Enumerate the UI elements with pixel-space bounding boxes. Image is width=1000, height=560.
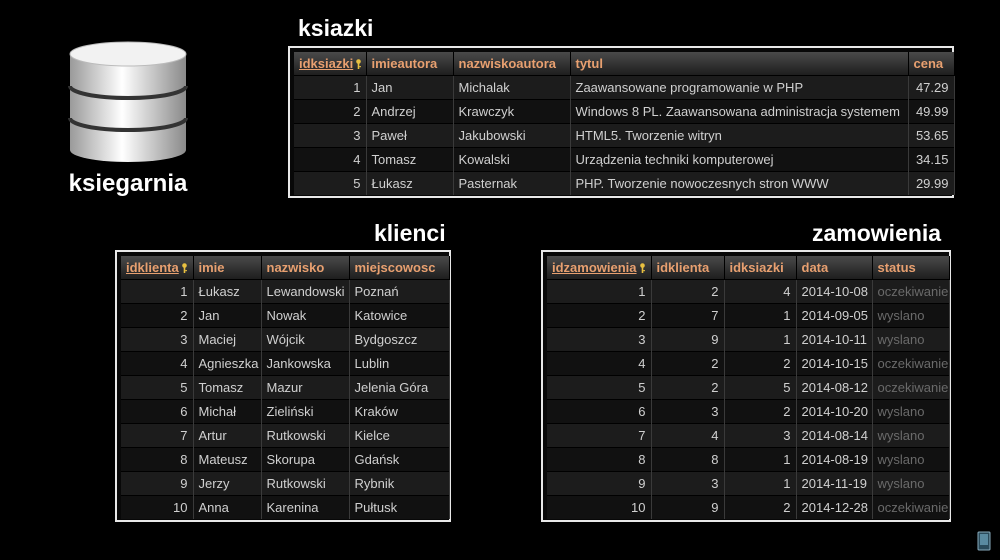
column-header-miejscowosc[interactable]: [349, 256, 449, 280]
cell-miejscowosc: Poznań: [349, 280, 449, 304]
cell-idklienta: 4: [121, 352, 193, 376]
cell-idksiazki: 4: [294, 148, 366, 172]
cell-idklienta: 1: [121, 280, 193, 304]
column-header-label: miejscowosc: [354, 260, 436, 275]
cell-imieautora: Jan: [366, 76, 453, 100]
cell-nazwiskoautora: Krawczyk: [453, 100, 570, 124]
table-klienci: [115, 250, 451, 522]
cell-imie: Anna: [193, 496, 261, 520]
cell-imie: Jerzy: [193, 472, 261, 496]
cell-imie: Jan: [193, 304, 261, 328]
cell-status: oczekiwanie: [872, 280, 949, 304]
table-row[interactable]: [547, 376, 949, 400]
table-row[interactable]: [121, 472, 449, 496]
cell-idzamowienia: 6: [547, 400, 651, 424]
table-row[interactable]: [547, 424, 949, 448]
cell-nazwisko: Jankowska: [261, 352, 349, 376]
cell-data: 2014-10-20: [796, 400, 872, 424]
column-header-label: imieautora: [371, 56, 438, 71]
cell-idksiazki: 3: [294, 124, 366, 148]
cell-data: 2014-08-12: [796, 376, 872, 400]
cell-status: wyslano: [872, 448, 949, 472]
cell-nazwisko: Mazur: [261, 376, 349, 400]
table-row[interactable]: [121, 304, 449, 328]
primary-key-icon: [181, 263, 188, 273]
cell-idklienta: 2: [651, 352, 724, 376]
cell-idklienta: 2: [121, 304, 193, 328]
cell-nazwisko: Nowak: [261, 304, 349, 328]
table-row[interactable]: [121, 448, 449, 472]
table-row[interactable]: [121, 328, 449, 352]
cell-idklienta: 7: [121, 424, 193, 448]
table-row[interactable]: [294, 148, 954, 172]
cell-nazwiskoautora: Jakubowski: [453, 124, 570, 148]
primary-key-icon: [355, 59, 362, 69]
primary-key-icon: [639, 263, 646, 273]
cell-idklienta: 4: [651, 424, 724, 448]
cell-imie: Łukasz: [193, 280, 261, 304]
cell-nazwisko: Skorupa: [261, 448, 349, 472]
column-header-cena[interactable]: [908, 52, 954, 76]
cell-imie: Tomasz: [193, 376, 261, 400]
table-row[interactable]: [547, 472, 949, 496]
table-row[interactable]: [547, 328, 949, 352]
cell-data: 2014-08-19: [796, 448, 872, 472]
cell-status: oczekiwanie: [872, 376, 949, 400]
cell-imieautora: Andrzej: [366, 100, 453, 124]
cell-idklienta: 2: [651, 280, 724, 304]
cell-nazwisko: Zieliński: [261, 400, 349, 424]
cell-data: 2014-10-08: [796, 280, 872, 304]
table-row[interactable]: [121, 352, 449, 376]
cell-idklienta: 5: [121, 376, 193, 400]
column-header-label: idklienta: [126, 260, 179, 275]
cell-idzamowienia: 5: [547, 376, 651, 400]
table-row[interactable]: [294, 172, 954, 196]
cell-idksiazki: 1: [724, 472, 796, 496]
cell-idzamowienia: 2: [547, 304, 651, 328]
table-row[interactable]: [547, 352, 949, 376]
cell-miejscowosc: Bydgoszcz: [349, 328, 449, 352]
column-header-label: data: [801, 260, 829, 275]
cell-tytul: HTML5. Tworzenie witryn: [570, 124, 908, 148]
cell-imieautora: Tomasz: [366, 148, 453, 172]
table-row[interactable]: [294, 100, 954, 124]
cell-status: wyslano: [872, 472, 949, 496]
cell-data: 2014-09-05: [796, 304, 872, 328]
cell-idksiazki: 1: [724, 448, 796, 472]
table-row[interactable]: [547, 400, 949, 424]
cell-status: wyslano: [872, 424, 949, 448]
table-row[interactable]: [121, 376, 449, 400]
column-header-label: idzamowienia: [552, 260, 637, 275]
cell-nazwiskoautora: Kowalski: [453, 148, 570, 172]
cell-idksiazki: 1: [724, 328, 796, 352]
column-header-idksiazki[interactable]: [724, 256, 796, 280]
cell-miejscowosc: Lublin: [349, 352, 449, 376]
cell-tytul: PHP. Tworzenie nowoczesnych stron WWW: [570, 172, 908, 196]
cell-data: 2014-11-19: [796, 472, 872, 496]
cell-idklienta: 3: [651, 472, 724, 496]
cell-idksiazki: 4: [724, 280, 796, 304]
column-header-imieautora[interactable]: [366, 52, 453, 76]
cell-idzamowienia: 3: [547, 328, 651, 352]
cell-status: oczekiwanie: [872, 496, 949, 520]
cell-idklienta: 3: [651, 400, 724, 424]
cell-idzamowienia: 10: [547, 496, 651, 520]
table-title-zamowienia: zamowienia: [812, 220, 942, 246]
cell-idksiazki: 2: [724, 496, 796, 520]
header-row: [294, 52, 954, 76]
cell-idklienta: 8: [651, 448, 724, 472]
cell-miejscowosc: Rybnik: [349, 472, 449, 496]
column-header-tytul[interactable]: [570, 52, 908, 76]
cell-idksiazki: 5: [294, 172, 366, 196]
cell-imie: Maciej: [193, 328, 261, 352]
cell-idksiazki: 1: [294, 76, 366, 100]
cell-idklienta: 2: [651, 376, 724, 400]
cell-idklienta: 9: [121, 472, 193, 496]
column-header-idklienta[interactable]: [121, 256, 193, 280]
cell-status: oczekiwanie: [872, 352, 949, 376]
table-row[interactable]: [547, 448, 949, 472]
cell-imie: Michał: [193, 400, 261, 424]
header-row: [547, 256, 949, 280]
cell-nazwisko: Rutkowski: [261, 424, 349, 448]
cell-nazwiskoautora: Michalak: [453, 76, 570, 100]
table-row[interactable]: [547, 496, 949, 520]
cell-idzamowienia: 8: [547, 448, 651, 472]
column-header-idzamowienia[interactable]: [547, 256, 651, 280]
table-row[interactable]: [547, 280, 949, 304]
cell-miejscowosc: Kraków: [349, 400, 449, 424]
table-title-ksiazki: ksiazki: [298, 15, 374, 41]
cell-status: wyslano: [872, 400, 949, 424]
cell-idksiazki: 2: [724, 352, 796, 376]
column-header-status[interactable]: [872, 256, 949, 280]
cell-miejscowosc: Kielce: [349, 424, 449, 448]
cell-idklienta: 10: [121, 496, 193, 520]
table-row[interactable]: [294, 124, 954, 148]
database-icon: [66, 40, 190, 164]
column-header-idksiazki[interactable]: [294, 52, 366, 76]
column-header-label: imie: [198, 260, 225, 275]
cell-idklienta: 8: [121, 448, 193, 472]
cell-miejscowosc: Jelenia Góra: [349, 376, 449, 400]
column-header-imie[interactable]: [193, 256, 261, 280]
cell-imie: Artur: [193, 424, 261, 448]
cell-tytul: Zaawansowane programowanie w PHP: [570, 76, 908, 100]
table-row[interactable]: [121, 400, 449, 424]
column-header-label: idksiazki: [299, 56, 354, 71]
cell-status: wyslano: [872, 328, 949, 352]
column-header-idklienta[interactable]: [651, 256, 724, 280]
cell-idzamowienia: 1: [547, 280, 651, 304]
cell-imieautora: Łukasz: [366, 172, 453, 196]
column-header-label: status: [877, 260, 916, 275]
table-row[interactable]: [121, 496, 449, 520]
cell-cena: 53.65: [908, 124, 954, 148]
cell-idklienta: 9: [651, 496, 724, 520]
table-row[interactable]: [294, 76, 954, 100]
cell-data: 2014-10-15: [796, 352, 872, 376]
cell-nazwisko: Karenina: [261, 496, 349, 520]
cell-idzamowienia: 9: [547, 472, 651, 496]
table-zamowienia: [541, 250, 951, 522]
cell-cena: 49.99: [908, 100, 954, 124]
cell-idzamowienia: 7: [547, 424, 651, 448]
cell-nazwisko: Rutkowski: [261, 472, 349, 496]
cell-data: 2014-10-11: [796, 328, 872, 352]
column-header-label: idklienta: [656, 260, 710, 275]
table-row[interactable]: [547, 304, 949, 328]
cell-data: 2014-08-14: [796, 424, 872, 448]
cell-imie: Agnieszka: [193, 352, 261, 376]
table-title-klienci: klienci: [374, 220, 446, 246]
cell-miejscowosc: Katowice: [349, 304, 449, 328]
cell-idklienta: 6: [121, 400, 193, 424]
cell-idklienta: 9: [651, 328, 724, 352]
cell-nazwisko: Wójcik: [261, 328, 349, 352]
database-name: ksiegarnia: [68, 170, 188, 197]
cell-idzamowienia: 4: [547, 352, 651, 376]
cell-imieautora: Paweł: [366, 124, 453, 148]
column-header-data[interactable]: [796, 256, 872, 280]
cell-idklienta: 3: [121, 328, 193, 352]
cell-idksiazki: 3: [724, 424, 796, 448]
cell-nazwisko: Lewandowski: [261, 280, 349, 304]
cell-idksiazki: 1: [724, 304, 796, 328]
cell-cena: 29.99: [908, 172, 954, 196]
column-header-label: nazwisko: [266, 260, 325, 275]
table-row[interactable]: [121, 424, 449, 448]
table-ksiazki: [288, 46, 954, 198]
column-header-nazwiskoautora[interactable]: [453, 52, 570, 76]
cell-data: 2014-12-28: [796, 496, 872, 520]
cell-miejscowosc: Gdańsk: [349, 448, 449, 472]
cell-tytul: Urządzenia techniki komputerowej: [570, 148, 908, 172]
column-header-nazwisko[interactable]: [261, 256, 349, 280]
cell-idksiazki: 5: [724, 376, 796, 400]
cell-tytul: Windows 8 PL. Zaawansowana administracja systemem: [570, 100, 908, 124]
column-header-label: tytul: [575, 56, 603, 71]
column-header-label: cena: [913, 56, 944, 71]
header-row: [121, 256, 449, 280]
cell-status: wyslano: [872, 304, 949, 328]
cell-cena: 47.29: [908, 76, 954, 100]
cell-cena: 34.15: [908, 148, 954, 172]
cell-idklienta: 7: [651, 304, 724, 328]
cell-nazwiskoautora: Pasternak: [453, 172, 570, 196]
cell-idksiazki: 2: [294, 100, 366, 124]
cell-miejscowosc: Pułtusk: [349, 496, 449, 520]
cell-idksiazki: 2: [724, 400, 796, 424]
column-header-label: idksiazki: [729, 260, 784, 275]
cell-imie: Mateusz: [193, 448, 261, 472]
column-header-label: nazwiskoautora: [458, 56, 557, 71]
table-row[interactable]: [121, 280, 449, 304]
device-icon: [977, 531, 991, 551]
